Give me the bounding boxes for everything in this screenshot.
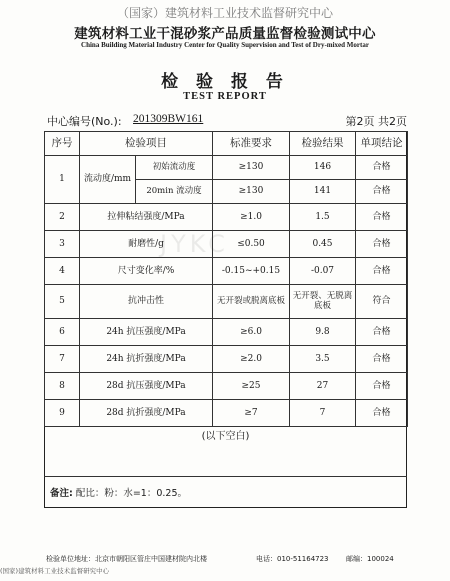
cell-item: 28d 抗压强度/MPa	[80, 373, 213, 400]
cell-result: 0.45	[290, 231, 356, 258]
cell-requirement: ≥2.0	[213, 346, 290, 373]
watermark: JYKC	[160, 230, 229, 258]
cell-no: 6	[45, 319, 80, 346]
footer-postcode: 邮编：100024	[346, 555, 394, 563]
remark-divider	[44, 476, 407, 477]
cell-result: 9.8	[290, 319, 356, 346]
cell-result: -0.07	[290, 258, 356, 285]
report-number-label: 中心编号(No.):	[47, 115, 122, 128]
cell-no: 5	[45, 285, 80, 319]
footer-phone: 电话：010-51164723	[256, 555, 329, 563]
cell-conclusion: 合格	[356, 400, 408, 427]
cell-conclusion: 合格	[356, 156, 408, 180]
cell-item: 24h 抗折强度/MPa	[80, 346, 213, 373]
cell-requirement: ≥130	[213, 180, 290, 204]
remark-label: 备注:	[50, 488, 73, 499]
report-title-en: TEST REPORT	[183, 91, 267, 102]
cell-conclusion: 符合	[356, 285, 408, 319]
cell-requirement: ≥130	[213, 156, 290, 180]
center-name-cn: 建筑材料工业干混砂浆产品质量监督检验测试中心	[74, 26, 376, 42]
cell-result: 7	[290, 400, 356, 427]
cell-item: 抗冲击性	[80, 285, 213, 319]
cell-conclusion: 合格	[356, 204, 408, 231]
cell-requirement: ≥25	[213, 373, 290, 400]
cell-no: 4	[45, 258, 80, 285]
footer-address: 检验单位地址：北京市朝阳区管庄中国建材院内北楼	[46, 555, 207, 563]
cell-item: 拉伸粘结强度/MPa	[80, 204, 213, 231]
cell-requirement: 无开裂或脱离底板	[213, 285, 290, 319]
report-meta	[47, 113, 407, 129]
header-requirement: 标准要求	[213, 132, 290, 156]
table-row	[45, 156, 408, 180]
cell-item: 耐磨性/g	[80, 231, 213, 258]
center-name-en: China Building Material Industry Center for Quality Supervision and Test of Dry-mixed Mortar	[81, 41, 369, 49]
cell-no: 8	[45, 373, 80, 400]
cell-item: 28d 抗折强度/MPa	[80, 400, 213, 427]
cell-result: 146	[290, 156, 356, 180]
table-row	[45, 204, 408, 231]
cell-requirement: ≥1.0	[213, 204, 290, 231]
cell-result: 3.5	[290, 346, 356, 373]
cell-requirement: ≥6.0	[213, 319, 290, 346]
header-result: 检验结果	[290, 132, 356, 156]
blank-below-note: (以下空白)	[201, 431, 250, 442]
report-number-value: 201309BW161	[133, 113, 204, 125]
cell-conclusion: 合格	[356, 346, 408, 373]
footer-logo-text: (国家)建筑材料工业技术监督研究中心	[0, 567, 110, 575]
header-conclusion: 单项结论	[356, 132, 408, 156]
table-row	[45, 285, 408, 319]
cell-result: 141	[290, 180, 356, 204]
table-row	[45, 400, 408, 427]
cell-item: 24h 抗压强度/MPa	[80, 319, 213, 346]
page-indicator: 第2页 共2页	[345, 115, 407, 128]
cell-conclusion: 合格	[356, 258, 408, 285]
cell-subitem: 初始流动度	[136, 156, 213, 180]
cell-requirement: ≥7	[213, 400, 290, 427]
cell-subitem: 20min 流动度	[136, 180, 213, 204]
cell-result: 1.5	[290, 204, 356, 231]
header-item: 检验项目	[80, 132, 213, 156]
cell-conclusion: 合格	[356, 319, 408, 346]
header-no: 序号	[45, 132, 80, 156]
cell-item: 尺寸变化率/%	[80, 258, 213, 285]
table-header-row	[45, 132, 408, 156]
remark	[50, 485, 187, 499]
table-row	[45, 258, 408, 285]
cell-requirement: ≤0.50	[213, 231, 290, 258]
cell-no: 2	[45, 204, 80, 231]
table-row	[45, 319, 408, 346]
cell-no: 1	[45, 156, 80, 204]
table-row	[45, 231, 408, 258]
report-title-cn: 检 验 报 告	[161, 72, 289, 92]
cell-no: 3	[45, 231, 80, 258]
remark-text: 配比：粉：水=1：0.25。	[75, 488, 188, 499]
cell-item: 流动度/mm	[80, 156, 136, 204]
cell-result: 无开裂、无脱离底板	[290, 285, 356, 319]
cell-no: 7	[45, 346, 80, 373]
test-results-table	[44, 131, 408, 427]
cell-requirement: -0.15~+0.15	[213, 258, 290, 285]
table-row	[45, 346, 408, 373]
cell-conclusion: 合格	[356, 373, 408, 400]
cell-conclusion: 合格	[356, 180, 408, 204]
table-row	[45, 373, 408, 400]
cell-conclusion: 合格	[356, 231, 408, 258]
cell-result: 27	[290, 373, 356, 400]
issuer-org: （国家）建筑材料工业技术监督研究中心	[116, 6, 333, 20]
cell-no: 9	[45, 400, 80, 427]
